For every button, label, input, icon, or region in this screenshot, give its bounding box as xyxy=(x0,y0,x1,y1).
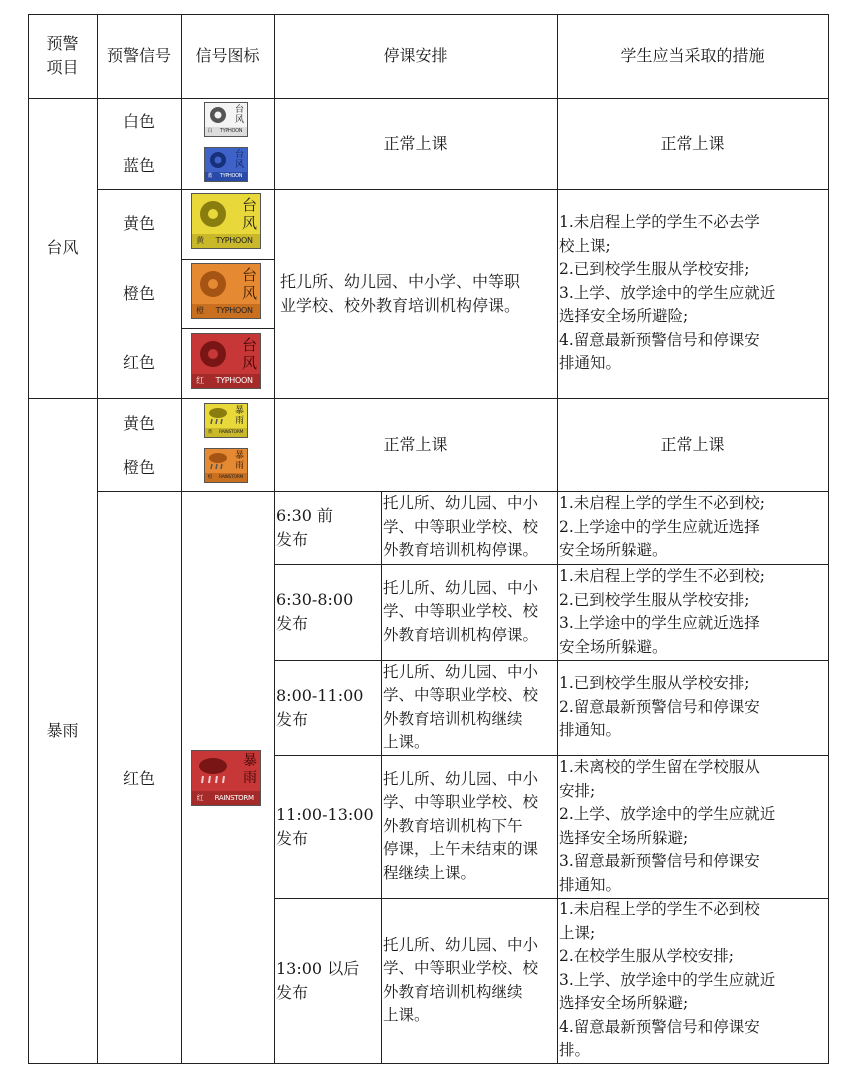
rainstorm-measures-3: 1.未离校的学生留在学校服从 安排; 2.上学、放学途中的学生应就近 选择安全场所躲避; 3.留意最新预警信号和停课安 排通知。 xyxy=(559,758,776,894)
rainstorm-time-1: 6:30-8:00 发布 xyxy=(276,590,354,633)
typhoon-orange-icon: 台 风 橙 TYPHOON xyxy=(191,263,261,319)
rainstorm-measures-2: 1.已到校学生服从学校安排; 2.留意最新预警信号和停课安 排通知。 xyxy=(559,674,760,740)
rainstorm-red-icon: 暴 雨 红 RAINSTORM xyxy=(191,750,261,806)
typhoon-red-icon: 台 风 红 TYPHOON xyxy=(191,333,261,389)
rainstorm-orange-signal: 橙色 xyxy=(122,458,155,477)
typhoon-white-icon: 台 风 白 TYPHOON xyxy=(204,102,248,137)
header-signal-icon: 信号图标 xyxy=(195,46,260,65)
rainstorm-measures-0: 1.未启程上学的学生不必到校; 2.上学途中的学生应就近选择 安全场所躲避。 xyxy=(559,494,766,560)
rainstorm-arrangement-3: 托儿所、幼儿园、中小 学、中等职业学校、校 外教育培训机构下午 停课，上午未结束的课 程继续上课。 xyxy=(383,769,539,882)
rainstorm-yellow-icon: 暴 雨 黄 RAINSTORM xyxy=(204,403,248,438)
typhoon-red-signal: 红色 xyxy=(122,353,155,372)
rainstorm-time-2: 8:00-11:00 发布 xyxy=(276,685,364,729)
rainstorm-measures-4: 1.未启程上学的学生不必到校 上课; 2.在校学生服从学校安排; 3.上学、放学途中的学生应就近 选择安全场所躲避; 4.留意最新预警信号和停课安 排。 xyxy=(559,900,776,1060)
typhoon-blue-signal: 蓝色 xyxy=(122,156,155,175)
rainstorm-normal-arrangement: 正常上课 xyxy=(383,434,448,454)
typhoon-yellow-signal: 黄色 xyxy=(122,214,155,233)
typhoon-yellow-icon: 台 风 黄 TYPHOON xyxy=(191,193,261,249)
header-warning-signal: 预警信号 xyxy=(106,46,171,65)
rainstorm-arrangement-2: 托儿所、幼儿园、中小 学、中等职业学校、校 外教育培训机构继续 上课。 xyxy=(383,662,539,751)
rainstorm-time-3: 11:00-13:00 发布 xyxy=(276,804,374,848)
typhoon-blue-icon: 台 风 蓝 TYPHOON xyxy=(204,147,248,182)
rainstorm-normal-measures: 正常上课 xyxy=(660,434,725,454)
rainstorm-orange-icon: 暴 雨 橙 RAINSTORM xyxy=(204,448,248,483)
rainstorm-arrangement-4: 托儿所、幼儿园、中小 学、中等职业学校、校 外教育培训机构继续 上课。 xyxy=(383,935,539,1024)
typhoon-normal-measures: 正常上课 xyxy=(660,133,725,153)
header-student-measures: 学生应当采取的措施 xyxy=(620,46,765,65)
typhoon-normal-arrangement: 正常上课 xyxy=(383,133,448,153)
rainstorm-measures-1: 1.未启程上学的学生不必到校; 2.已到校学生服从学校安排; 3.上学途中的学生应就近选择 安全场所躲避。 xyxy=(559,567,766,656)
rainstorm-time-4: 13:00 以后 发布 xyxy=(276,958,360,1002)
header-class-arrangement: 停课安排 xyxy=(383,46,448,65)
rainstorm-label: 暴雨 xyxy=(46,720,79,740)
header-warning-item: 预警 项目 xyxy=(46,34,79,77)
typhoon-suspend-measures: 1.未启程上学的学生不必去学 校上课; 2.已到校学生服从学校安排; 3.上学、放学途中的学生应就近 选择安全场所避险; 4.留意最新预警信号和停课安 排通知。 xyxy=(559,213,776,373)
typhoon-label: 台风 xyxy=(46,238,79,257)
rainstorm-yellow-signal: 黄色 xyxy=(122,414,155,433)
typhoon-orange-signal: 橙色 xyxy=(122,283,155,303)
typhoon-white-signal: 白色 xyxy=(122,112,155,131)
rainstorm-red-signal: 红色 xyxy=(122,769,155,788)
rainstorm-time-0: 6:30 前 发布 xyxy=(276,505,334,549)
rainstorm-arrangement-1: 托儿所、幼儿园、中小 学、中等职业学校、校 外教育培训机构停课。 xyxy=(383,578,539,644)
typhoon-suspend-arrangement: 托儿所、幼儿园、中小学、中等职 业学校、校外教育培训机构停课。 xyxy=(280,271,521,315)
rainstorm-arrangement-0: 托儿所、幼儿园、中小 学、中等职业学校、校 外教育培训机构停课。 xyxy=(383,494,539,560)
